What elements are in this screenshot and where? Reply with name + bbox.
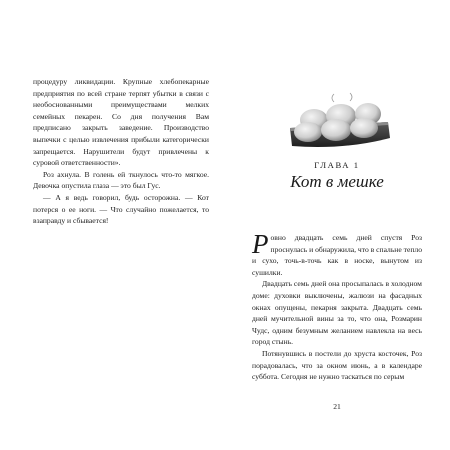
chapter-title: Кот в мешке (290, 172, 384, 191)
left-page-text (33, 76, 209, 227)
muffin-tray-icon (284, 92, 394, 154)
left-paragraph: — А я ведь говорил, будь осторожна. — Кот потерся о ее ноги. — Что случайно пожелается, то взаправду и сбывается! (33, 192, 209, 226)
left-paragraph: Роз ахнула. В голень ей ткнулось что-то мягкое. Девочка опустила глаза — это был Гус. (33, 169, 209, 191)
right-page (252, 0, 422, 450)
right-paragraph: Двадцать семь дней она просыпалась в холодном доме: духовки выключены, жалюзи на фасадных окнах опущены, пекарня закрыта. Двадцать семь дней мучительной вины за то, что она, Розмарин Чудс, одним безумным желанием навлекла на весь город стынь. (252, 279, 422, 347)
page-number: 21 (333, 402, 341, 411)
left-paragraph: процедуру ликвидации. Крупные хлебопекарные предприятия по всей стране терпят убытки в связи с необоснованными преимуществами мелких семейных пекарен. Со дня получения Вам предписано закрыть заведение. Производство выпечки с целью извлечения прибыли категорически запрещается. Нарушители будут привлечены к суровой ответственности». (33, 77, 209, 168)
first-paragraph-text: овно двадцать семь дней спустя Роз проснулась и обнаружила, что в спальне тепло и сухо, точь-в-точь как в носке, вынутом из сушилки. (252, 233, 422, 277)
right-page-text (252, 229, 422, 383)
chapter-number: ГЛАВА 1 (314, 160, 360, 170)
right-paragraph: Потянувшись в постели до хруста косточек, Роз порадовалась, что за окном июнь, а в календаре суббота. Сегодня не нужно таскаться по серым (252, 348, 422, 382)
first-paragraph (252, 229, 422, 278)
drop-cap: Р (252, 229, 269, 259)
